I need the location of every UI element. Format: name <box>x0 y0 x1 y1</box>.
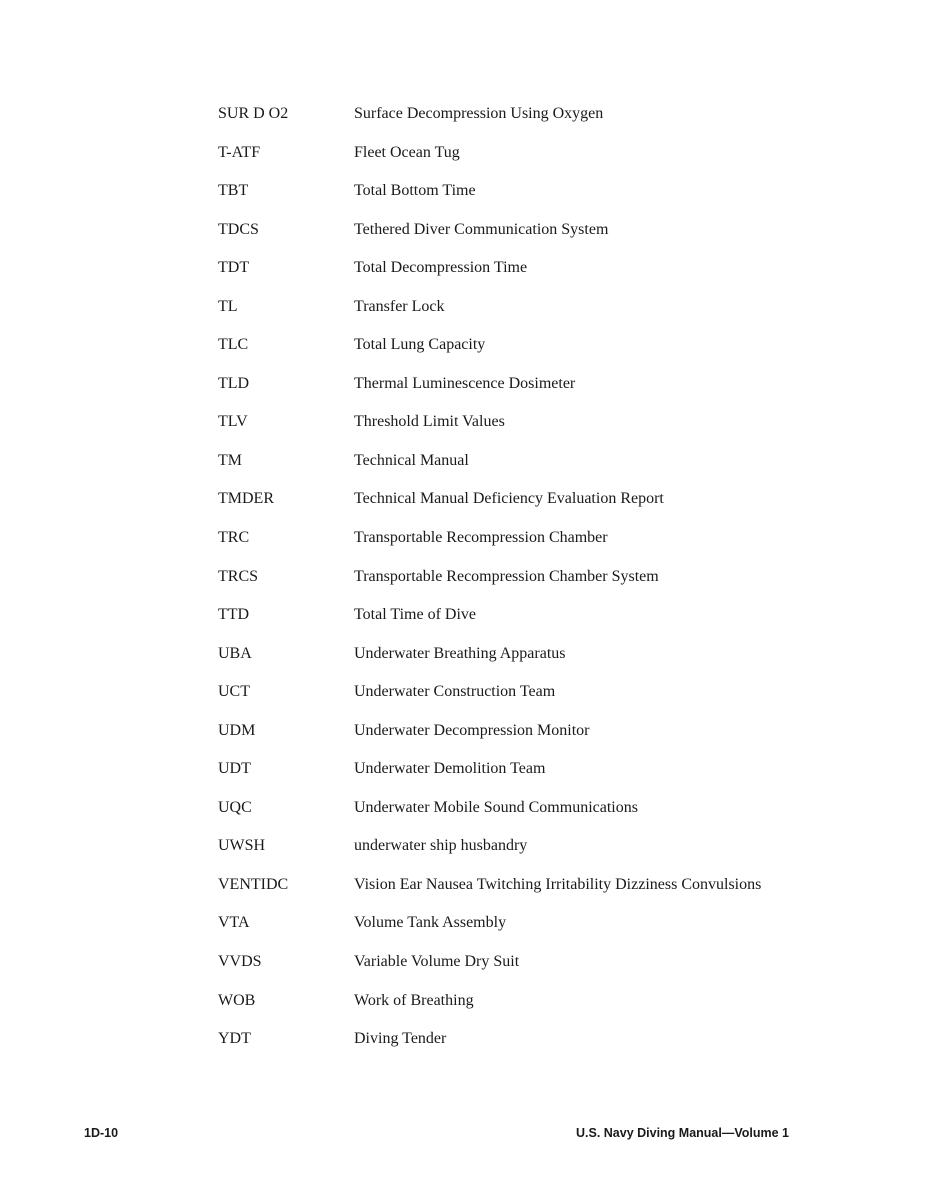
glossary-entry <box>218 720 838 759</box>
abbreviation: TLD <box>218 374 250 392</box>
glossary-entry <box>218 1028 838 1067</box>
definition: Total Decompression Time <box>354 259 528 277</box>
abbreviation: TDT <box>218 259 250 277</box>
abbreviation: UQC <box>218 798 252 816</box>
glossary-entry <box>218 219 838 258</box>
glossary-entry <box>218 566 838 605</box>
abbreviation: TLV <box>218 413 248 431</box>
definition: Surface Decompression Using Oxygen <box>354 105 604 122</box>
definition: Total Bottom Time <box>354 182 476 200</box>
abbreviation: TM <box>218 451 242 469</box>
definition: Underwater Demolition Team <box>354 760 546 778</box>
glossary-entry <box>218 758 838 797</box>
definition: Underwater Mobile Sound Communications <box>354 798 638 816</box>
glossary-entry <box>218 488 838 527</box>
definition: Technical Manual Deficiency Evaluation Report <box>354 490 664 508</box>
abbreviation: TBT <box>218 182 249 200</box>
abbreviation: TRCS <box>218 567 259 585</box>
glossary-entry <box>218 797 838 836</box>
definition: Threshold Limit Values <box>354 413 505 431</box>
glossary-entry <box>218 835 838 874</box>
abbreviation: T-ATF <box>218 143 261 161</box>
definition: Fleet Ocean Tug <box>354 143 460 161</box>
glossary-entry <box>218 373 838 412</box>
page-number: 1D-10 <box>84 1126 119 1140</box>
definition: Volume Tank Assembly <box>354 914 507 932</box>
glossary-entry <box>218 527 838 566</box>
definition: Underwater Decompression Monitor <box>354 721 590 739</box>
abbreviation: TTD <box>218 606 250 624</box>
abbreviation: UBA <box>218 644 252 662</box>
abbreviation: SUR D O2 <box>218 105 289 122</box>
abbreviation: UCT <box>218 683 250 701</box>
glossary-entry <box>218 142 838 181</box>
definition: Diving Tender <box>354 1030 447 1048</box>
glossary-entry <box>218 990 838 1029</box>
definition: Tethered Diver Communication System <box>354 220 609 238</box>
glossary-entry <box>218 681 838 720</box>
glossary-entry <box>218 334 838 373</box>
abbreviation: UDM <box>218 721 256 739</box>
definition: Work of Breathing <box>354 991 474 1009</box>
definition: Transportable Recompression Chamber <box>354 529 608 547</box>
definition: Total Lung Capacity <box>354 336 486 354</box>
glossary-entry <box>218 450 838 489</box>
abbreviation: TDCS <box>218 220 259 238</box>
manual-title: U.S. Navy Diving Manual—Volume 1 <box>575 1126 789 1140</box>
glossary-entry <box>218 296 838 335</box>
abbreviation-list <box>218 103 838 1067</box>
glossary-entry <box>218 643 838 682</box>
abbreviation: WOB <box>218 991 256 1009</box>
definition: Variable Volume Dry Suit <box>354 953 520 971</box>
definition: Thermal Luminescence Dosimeter <box>354 374 576 392</box>
glossary-entry <box>218 604 838 643</box>
abbreviation: TL <box>218 297 238 315</box>
glossary-entry <box>218 257 838 296</box>
definition: Underwater Breathing Apparatus <box>354 644 566 662</box>
definition: Technical Manual <box>354 451 469 469</box>
definition: Underwater Construction Team <box>354 683 556 701</box>
abbreviation: VTA <box>218 914 250 932</box>
definition: Vision Ear Nausea Twitching Irritability Dizziness Convulsions <box>354 875 762 893</box>
abbreviation: TLC <box>218 336 249 354</box>
glossary-entry <box>218 103 838 142</box>
definition: underwater ship husbandry <box>354 837 528 855</box>
glossary-entry <box>218 411 838 450</box>
abbreviation: TMDER <box>218 490 274 508</box>
abbreviation: YDT <box>218 1030 251 1048</box>
glossary-entry <box>218 912 838 951</box>
abbreviation: UWSH <box>218 837 266 855</box>
glossary-entry <box>218 874 838 913</box>
definition: Transfer Lock <box>354 297 445 315</box>
abbreviation: UDT <box>218 760 251 778</box>
abbreviation: TRC <box>218 529 250 547</box>
abbreviation: VVDS <box>218 953 262 971</box>
definition: Transportable Recompression Chamber System <box>354 567 659 585</box>
glossary-entry <box>218 180 838 219</box>
definition: Total Time of Dive <box>354 606 476 624</box>
abbreviation: VENTIDC <box>218 875 289 893</box>
glossary-entry <box>218 951 838 990</box>
